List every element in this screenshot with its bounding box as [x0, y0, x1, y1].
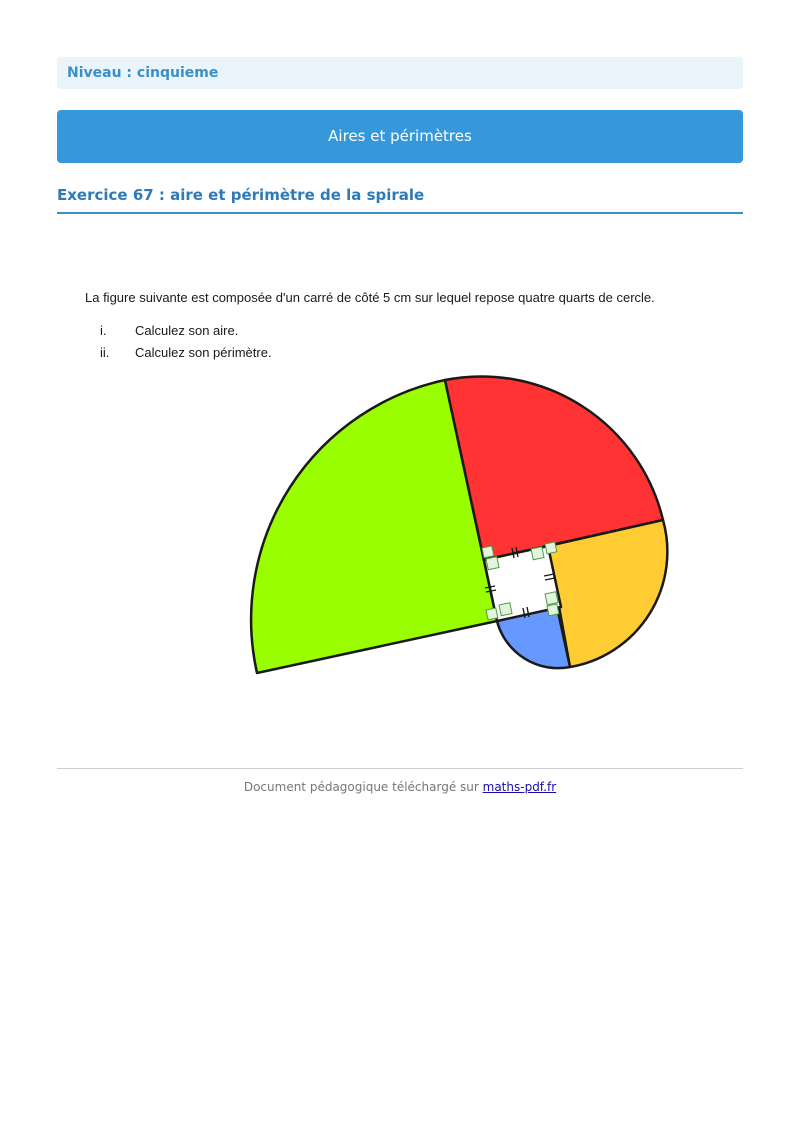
- question-number: i.: [100, 323, 107, 338]
- right-angle-marker: [486, 608, 498, 620]
- page-banner: Aires et périmètres: [57, 110, 743, 163]
- right-angle-marker: [486, 557, 499, 570]
- right-angle-marker: [531, 547, 544, 560]
- footer-divider: [57, 768, 743, 769]
- footer-text: Document pédagogique téléchargé sur: [243, 780, 483, 794]
- exercise-title: Exercice 67 : aire et périmètre de la spirale: [57, 184, 743, 214]
- footer-link[interactable]: maths-pdf.fr: [482, 780, 557, 794]
- question-text: Calculez son périmètre.: [135, 345, 272, 360]
- right-angle-marker: [482, 546, 494, 558]
- exercise-statement: La figure suivante est composée d'un carré de côté 5 cm sur lequel repose quatre quarts de cercle.: [85, 290, 655, 305]
- question-text: Calculez son aire.: [135, 323, 239, 338]
- footer: [57, 780, 743, 794]
- right-angle-marker: [499, 603, 512, 616]
- right-angle-marker: [545, 542, 557, 554]
- level-label: Niveau : cinquieme: [57, 57, 743, 89]
- right-angle-marker: [545, 592, 558, 605]
- right-angle-marker: [547, 604, 559, 616]
- question-number: ii.: [100, 345, 110, 360]
